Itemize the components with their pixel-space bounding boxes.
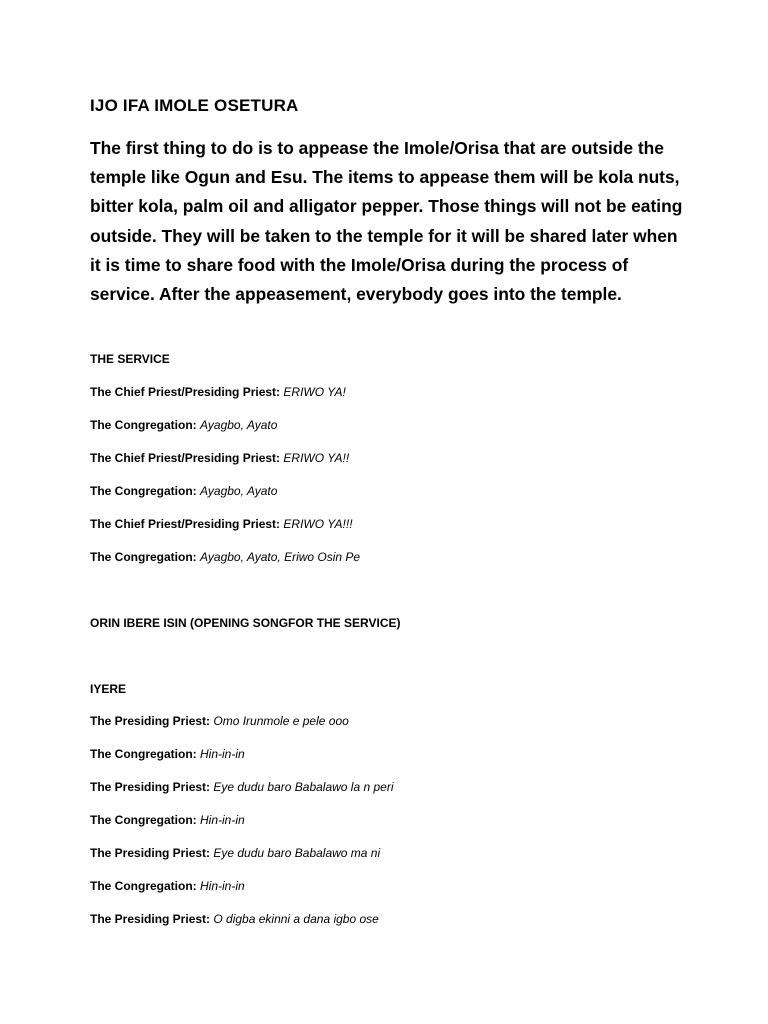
service-line (90, 483, 277, 499)
response-text: Ayagbo, Ayato (200, 418, 278, 432)
speaker-label: The Presiding Priest: (90, 780, 211, 794)
response-text: Eye dudu baro Babalawo ma ni (213, 846, 381, 860)
speaker-label: The Congregation: (90, 879, 197, 893)
service-line (90, 384, 346, 400)
response-text: Hin-in-in (200, 813, 245, 827)
iyere-heading: IYERE (90, 682, 127, 696)
response-text: Ayagbo, Ayato, Eriwo Osin Pe (200, 550, 361, 564)
service-line (90, 450, 349, 466)
speaker-label: The Congregation: (90, 484, 197, 498)
speaker-label: The Chief Priest/Presiding Priest: (90, 517, 281, 531)
iyere-line (90, 878, 245, 894)
opening-song-heading: ORIN IBERE ISIN (OPENING SONGFOR THE SERVICE) (90, 616, 401, 630)
iyere-line (90, 845, 380, 861)
iyere-line (90, 746, 245, 762)
response-text: Hin-in-in (200, 879, 245, 893)
service-line (90, 417, 277, 433)
response-text: Eye dudu baro Babalawo la n peri (213, 780, 394, 794)
service-line (90, 549, 360, 565)
speaker-label: The Congregation: (90, 747, 197, 761)
response-text: Ayagbo, Ayato (200, 484, 278, 498)
speaker-label: The Presiding Priest: (90, 846, 211, 860)
service-heading: THE SERVICE (90, 352, 170, 366)
speaker-label: The Congregation: (90, 550, 197, 564)
speaker-label: The Chief Priest/Presiding Priest: (90, 451, 281, 465)
iyere-line (90, 911, 379, 927)
document-title: IJO IFA IMOLE OSETURA (90, 96, 299, 115)
response-text: ERIWO YA!!! (283, 517, 353, 531)
speaker-label: The Presiding Priest: (90, 714, 211, 728)
response-text: O digba ekinni a dana igbo ose (213, 912, 379, 926)
iyere-line (90, 812, 245, 828)
intro-paragraph: The first thing to do is to appease the Imole/Orisa that are outside the temple like Ogun and Esu. The items to appease them will be kola nuts, bitter kola, palm oil and alligator pepper. Those things will not be eating outside. They will be taken to the temple for it will be shared later when it is time to share food with the Imole/Orisa during the process of service. After the appeasement, everybody goes into the temple. (90, 138, 683, 305)
response-text: ERIWO YA! (283, 385, 346, 399)
speaker-label: The Presiding Priest: (90, 912, 211, 926)
iyere-line (90, 713, 349, 729)
response-text: Omo Irunmole e pele ooo (213, 714, 349, 728)
service-line (90, 516, 353, 532)
response-text: Hin-in-in (200, 747, 245, 761)
response-text: ERIWO YA!! (283, 451, 350, 465)
iyere-line (90, 779, 394, 795)
speaker-label: The Chief Priest/Presiding Priest: (90, 385, 281, 399)
speaker-label: The Congregation: (90, 418, 197, 432)
speaker-label: The Congregation: (90, 813, 197, 827)
